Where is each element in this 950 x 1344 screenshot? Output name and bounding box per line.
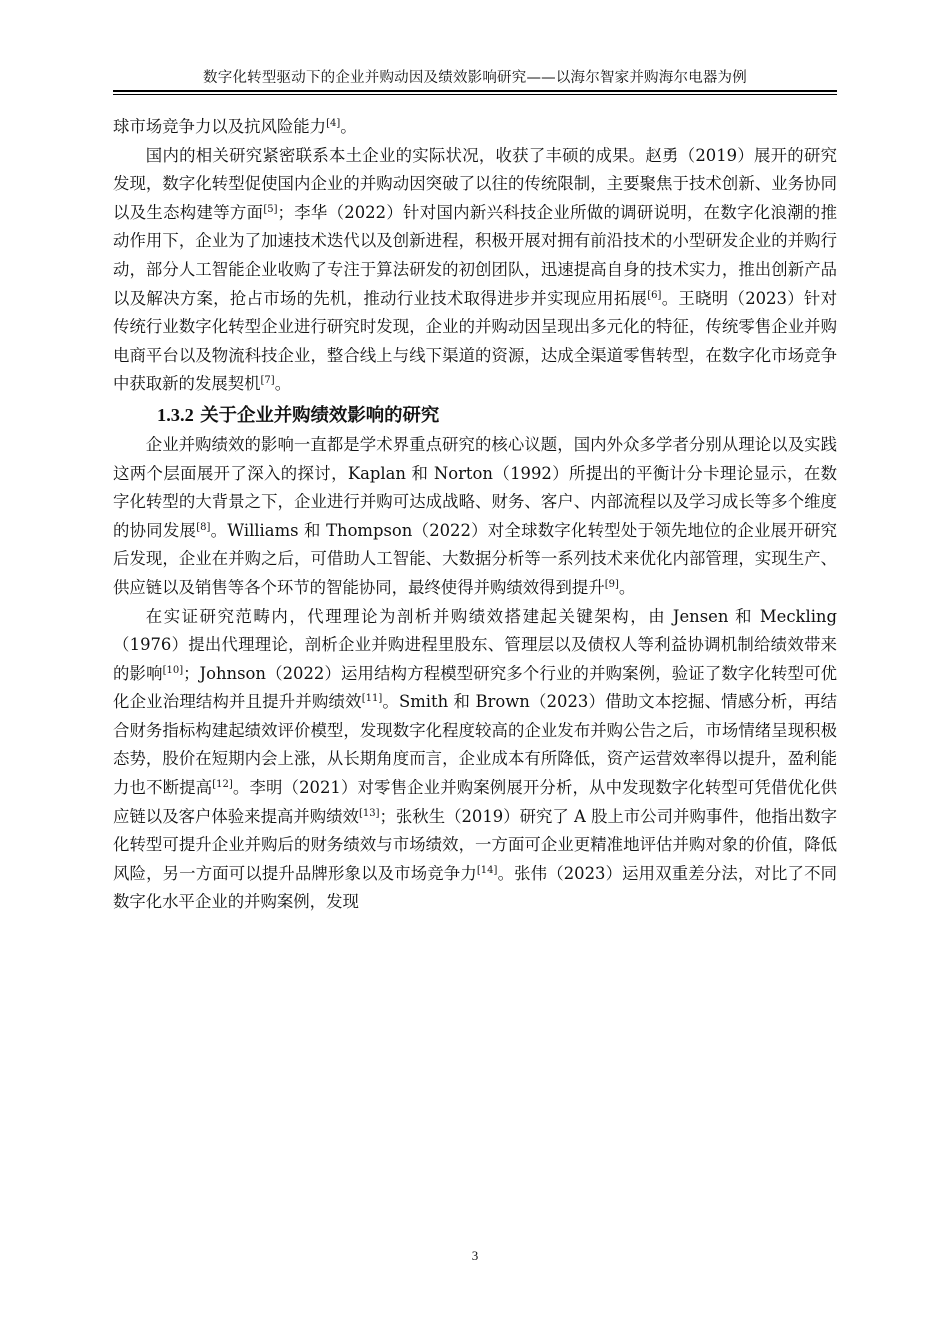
citation: [6] bbox=[647, 289, 662, 301]
page-number: 3 bbox=[471, 1248, 479, 1263]
citation: [9] bbox=[604, 578, 619, 590]
paragraph-continued: 球市场竞争力以及抗风险能力[4]。 bbox=[113, 117, 357, 136]
header-rule-thin bbox=[113, 94, 837, 95]
header-rule-thick bbox=[113, 90, 837, 92]
section-heading bbox=[113, 400, 837, 431]
running-header: 数字化转型驱动下的企业并购动因及绩效影响研究——以海尔智家并购海尔电器为例 bbox=[203, 70, 747, 86]
section-title: 关于企业并购绩效影响的研究 bbox=[200, 404, 440, 426]
paragraph-empirical-research: 在实证研究范畴内，代理理论为剖析并购绩效搭建起关键架构，由 Jensen 和 Meckling（1976）提出代理理论，剖析企业并购进程里股东、管理层以及债权人等利益协调机制给绩效带来的影响[10]；Johnson（2022）运用结构方程模型研究多个行业的并购案例，验证了数字化转型可优化企业治理结构并且提升并购绩效[11]。Smith 和 Brown（2023）借助文本挖掘、情感分析，再结合财务指标构建起绩效评价模型，发现数字化程度较高的企业发布并购公告之后，市场情绪呈现积极态势，股价在短期内会上涨，从长期角度而言，企业成本有所降低，资产运营效率得以提升，盈利能力也不断提高[12]。李明（2021）对零售企业并购案例展开分析，从中发现数字化转型可凭借优化供应链以及客户体验来提高并购绩效[13]；张秋生（2019）研究了 A 股上市公司并购事件，他指出数字化转型可提升企业并购后的财务绩效与市场绩效，一方面可企业更精准地评估并购对象的价值，降低风险，另一方面可以提升品牌形象以及市场竞争力[14]。张伟（2023）运用双重差分法，对比了不同数字化水平企业的并购案例，发现 bbox=[113, 606, 838, 912]
citation: [4] bbox=[326, 118, 341, 129]
body-text bbox=[113, 113, 837, 917]
citation: [8] bbox=[196, 521, 211, 533]
citation: [12] bbox=[212, 779, 233, 791]
paragraph-domestic-research: 国内的相关研究紧密联系本土企业的实际状况，收获了丰硕的成果。赵勇（2019）展开的研究发现，数字化转型促使国内企业的并购动因突破了以往的传统限制，主要聚焦于技术创新、业务协同以及生态构建等方面[5]；李华（2022）针对国内新兴科技企业所做的调研说明，在数字化浪潮的推动作用下，企业为了加速技术迭代以及创新进程，积极开展对拥有前沿技术的小型研发企业的并购行动，部分人工智能企业收购了专注于算法研发的初创团队，迅速提高自身的技术实力，推出创新产品以及解决方案，抢占市场的先机，推动行业技术取得进步并实现应用拓展[6]。王晓明（2023）针对传统行业数字化转型企业进行研究时发现，企业的并购动因呈现出多元化的特征，传统零售企业并购电商平台以及物流科技企业，整合线上与线下渠道的资源，达成全渠道零售转型，在数字化市场竞争中获取新的发展契机[7]。 bbox=[113, 145, 837, 394]
paragraph-performance-theory: 企业并购绩效的影响一直都是学术界重点研究的核心议题，国内外众多学者分别从理论以及实践这两个层面展开了深入的探讨，Kaplan 和 Norton（1992）所提出的平衡计分卡理论显示，在数字化转型的大背景之下，企业进行并购可达成战略、财务、客户、内部流程以及学习成长等多个维度的协同发展[8]。Williams 和 Thompson（2022）对全球数字化转型处于领先地位的企业展开研究后发现，企业在并购之后，可借助人工智能、大数据分析等一系列技术来优化内部管理，实现生产、供应链以及销售等各个环节的智能协同，最终使得并购绩效得到提升[9]。 bbox=[113, 434, 837, 597]
citation: [5] bbox=[263, 203, 278, 215]
section-number: 1.3.2 bbox=[157, 404, 194, 425]
citation: [14] bbox=[476, 864, 498, 876]
citation: [10] bbox=[162, 664, 184, 676]
citation: [7] bbox=[260, 375, 275, 387]
citation: [11] bbox=[361, 693, 383, 705]
citation: [13] bbox=[358, 807, 380, 819]
